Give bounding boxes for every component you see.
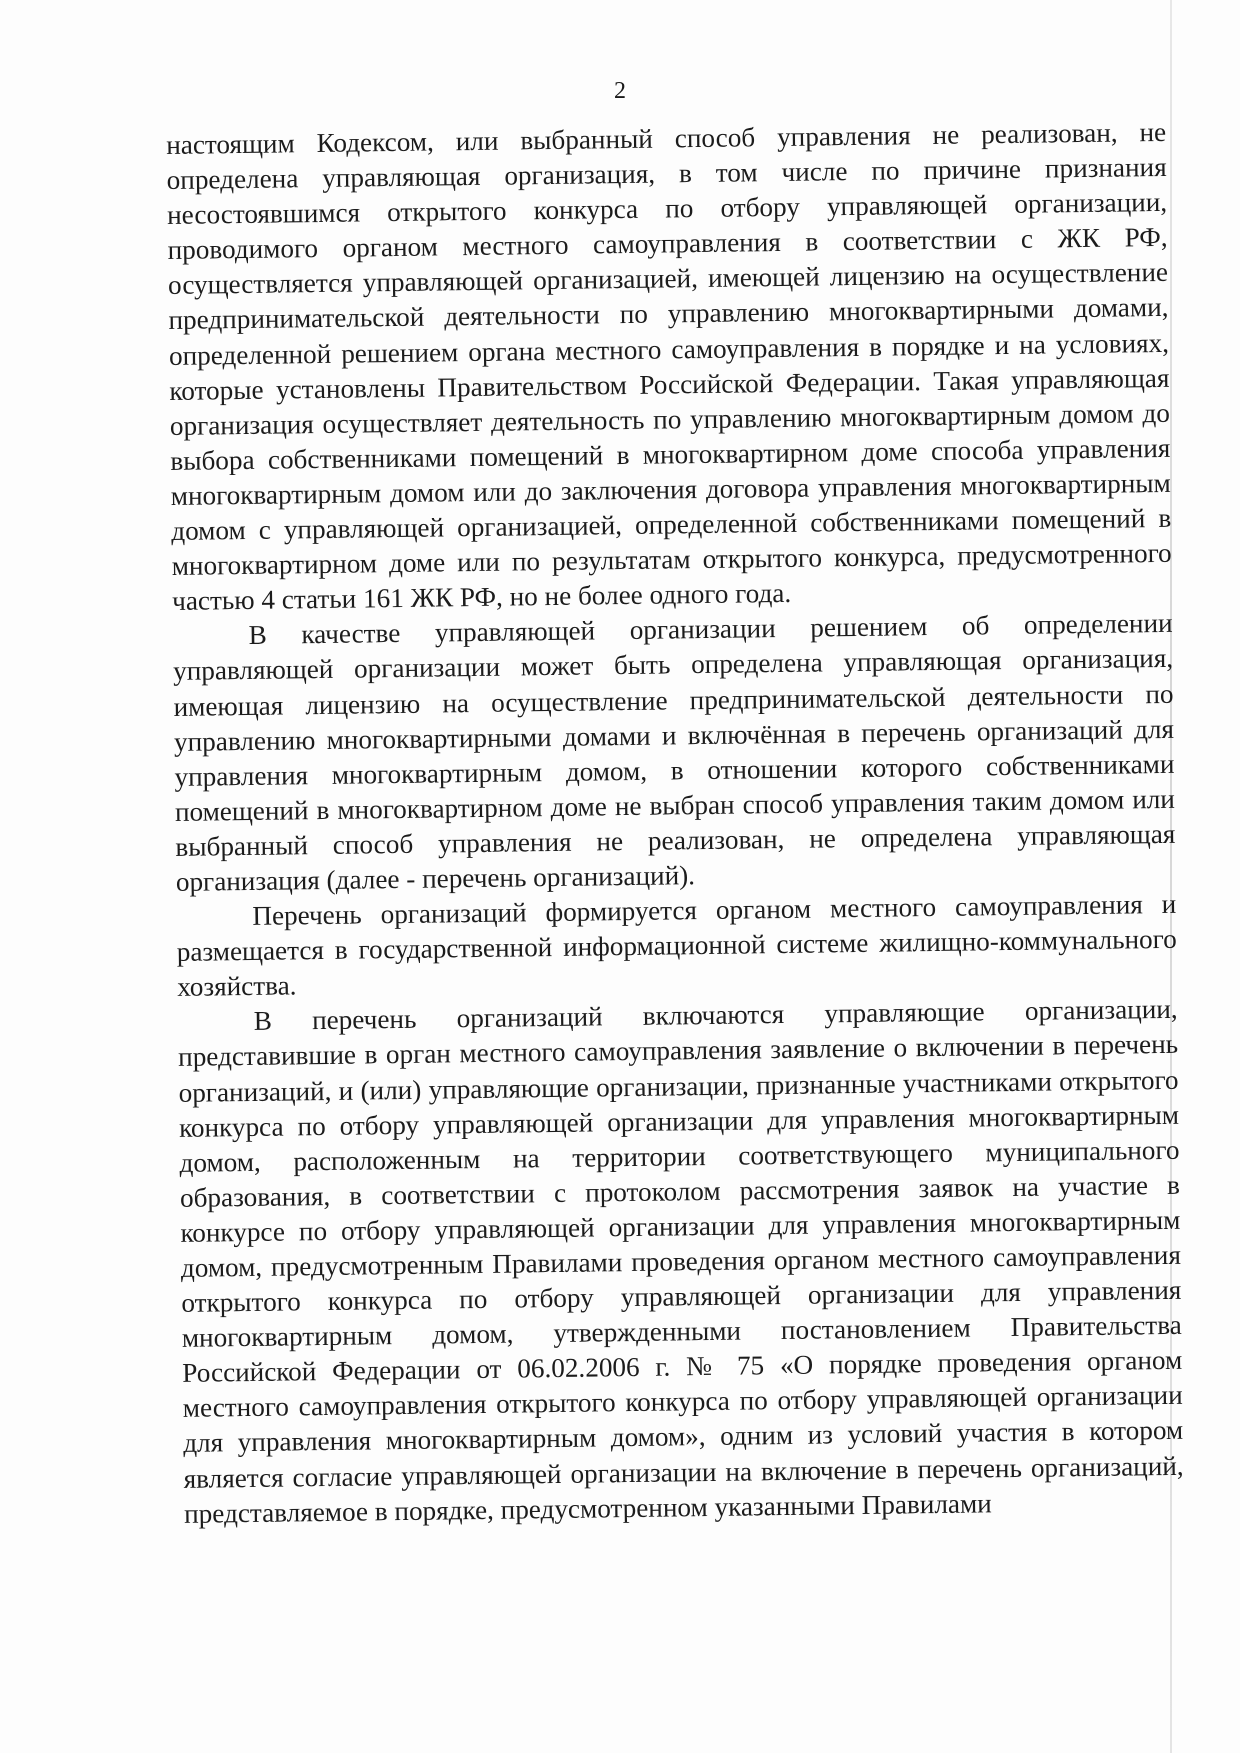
page-number: 2 bbox=[614, 78, 626, 104]
paragraph-list-formation: Перечень организаций формируется органом местного самоуправления и размещается в государственной информационной системе жилищно-коммунального хозяйства. bbox=[176, 888, 1177, 1003]
paragraph-list-inclusion: В перечень организаций включаются управляющие организации, представившие в орган местного самоуправления заявление о включении в перечень организаций, и (или) управляющие организации, признанные участниками открытого конкурса по отбору управляющей организации для управления многоквартирным домом, расположенным на территории соответствующего муниципального образования, в соответствии с протоколом рассмотрения заявок на участие в конкурсе по отбору управляющей организации для управления многоквартирным домом, предусмотренным Правилами проведения органом местного самоуправления открытого конкурса по отбору управляющей организации для управления многоквартирным домом, утвержденными постановлением Правительства Российской Федерации от 06.02.2006 г. № 75 «О порядке проведения органом местного самоуправления открытого конкурса по отбору управляющей организации для управления многоквартирным домом», одним из условий участия в котором является согласие управляющей организации на включение в перечень организаций, представляемое в порядке, предусмотренном указанными Правилами bbox=[177, 994, 1184, 1529]
paragraph-management-org-definition: В качестве управляющей организации решением об определении управляющей организации может быть определена управляющая организация, имеющая лицензию на осуществление предпринимательской деятельности по управлению многоквартирными домами и включённая в перечень организаций для управления многоквартирным домом, в отношении которого собственниками помещений в многоквартирном доме не выбран способ управления таким домом или выбранный способ управления не реализован, не определена управляющая организация (далее - перечень организаций). bbox=[172, 608, 1176, 897]
document-body bbox=[166, 115, 1184, 1532]
paragraph-continuation: настоящим Кодексом, или выбранный способ управления не реализован, не определена управляющая организация, в том числе по причине признания несостоявшимся открытого конкурса по отбору управляющей организации, проводимого органом местного самоуправления в соответствии с ЖК РФ, осуществляется управляющей организацией, имеющей лицензию на осуществление предпринимательской деятельности по управлению многоквартирными домами, определенной решением органа местного самоуправления в порядке и на условиях, которые установлены Правительством Российской Федерации. Такая управляющая организация осуществляет деятельность по управлению многоквартирным домом до выбора собственниками помещений в многоквартирном доме способа управления многоквартирным домом или до заключения договора управления многоквартирным домом с управляющей организацией, определенной собственниками помещений в многоквартирном доме или по результатам открытого конкурса, предусмотренного частью 4 статьи 161 ЖК РФ, но не более одного года. bbox=[166, 116, 1172, 617]
